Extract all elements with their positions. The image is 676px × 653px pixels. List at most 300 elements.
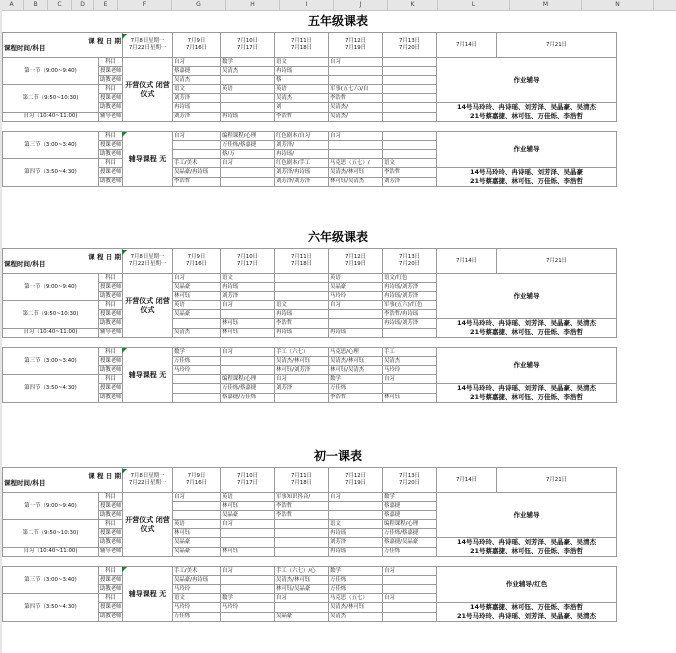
schedule-cell[interactable] [173,511,221,520]
schedule-cell[interactable]: 万佳烁 [173,612,221,622]
schedule-cell[interactable]: 吴清杰/林可钰 [329,168,383,178]
schedule-cell[interactable]: 万佳烁 [329,585,383,594]
period-label[interactable]: 第一节（9:00~9:40) [3,58,99,85]
homework-label[interactable]: 作业辅导 [437,132,617,168]
schedule-cell[interactable]: 马玲玲 [173,366,221,375]
schedule-cell[interactable]: 刘芳泽 [221,292,275,301]
role-label[interactable]: 辅导老师 [99,328,123,338]
schedule-cell[interactable] [383,612,437,622]
schedule-cell[interactable]: 吴清杰/ [329,112,383,122]
role-label[interactable]: 授课老师 [100,283,122,290]
period-label[interactable]: 第四节（3:50~4:30) [3,159,99,187]
schedule-cell[interactable]: 林可钰 [221,328,275,338]
schedule-cell[interactable]: 语文 [173,594,221,603]
schedule-cell[interactable]: 李浩哲 [383,168,437,178]
schedule-cell[interactable]: 刘芳泽 [173,112,221,122]
schedule-cell[interactable]: 刘芳泽/冉诗瑶 [275,168,329,178]
schedule-cell[interactable]: 蔡 [275,76,329,85]
homework-roster[interactable] [437,538,617,557]
schedule-cell[interactable]: 刘 [275,103,329,113]
schedule-cell[interactable] [221,538,275,548]
homework-roster[interactable] [437,103,617,122]
column-letter[interactable]: G [172,0,226,10]
schedule-cell[interactable] [221,103,275,113]
schedule-cell[interactable]: 刘芳泽/ [275,141,329,150]
schedule-cell[interactable]: 数学 [173,348,221,357]
schedule-cell[interactable] [275,292,329,301]
schedule-cell[interactable] [329,76,383,85]
schedule-cell[interactable]: 冉诗瑶/ [275,150,329,159]
corner-header[interactable] [3,249,123,274]
role-label[interactable]: 助教老师 [99,393,123,403]
ceremony-cell[interactable]: 开营仪式 闭营仪式 [123,58,173,122]
schedule-cell[interactable] [275,520,329,529]
schedule-cell[interactable]: 吴清杰/ [329,103,383,113]
schedule-cell[interactable]: 军事(五七六)/自 [329,85,383,94]
schedule-cell[interactable]: 蔡嘉捷 [383,511,437,520]
schedule-cell[interactable] [383,103,437,113]
schedule-cell[interactable]: 自习 [221,159,275,168]
role-label[interactable]: 助教老师 [99,612,123,622]
schedule-cell[interactable]: 万佳烁 [383,547,437,557]
schedule-cell[interactable] [173,502,221,511]
schedule-cell[interactable]: 自习 [383,375,437,384]
schedule-cell[interactable] [173,150,221,159]
date-header[interactable] [329,33,383,58]
role-label[interactable]: 助教老师 [100,366,122,373]
schedule-cell[interactable]: 吴清杰 [329,612,383,622]
schedule-cell[interactable]: 吴晶豪 [221,511,275,520]
schedule-cell[interactable]: 自习 [221,348,275,357]
schedule-cell[interactable] [329,511,383,520]
schedule-cell[interactable]: 林可钰/吴清杰 [329,177,383,187]
period-label[interactable]: 第四节（3:50~4:30) [3,375,99,403]
schedule-cell[interactable]: 蔡嘉捷 [173,67,221,76]
column-letter[interactable]: B [24,0,48,10]
schedule-cell[interactable]: 林可钰 [221,502,275,511]
date-header-21[interactable]: 7月21日 [497,249,617,274]
date-header-21[interactable]: 7月21日 [497,33,617,58]
schedule-cell[interactable] [329,141,383,150]
schedule-cell[interactable]: 自习 [383,567,437,576]
schedule-cell[interactable]: 吴晶豪 [275,612,329,622]
schedule-cell[interactable]: 李浩哲 [329,393,383,403]
schedule-cell[interactable]: 李浩哲 [275,319,329,329]
schedule-cell[interactable] [383,67,437,76]
column-letter[interactable]: J [334,0,388,10]
schedule-cell[interactable]: 自习 [173,274,221,283]
schedule-cell[interactable]: 手工（六七） [275,348,329,357]
schedule-cell[interactable]: 吴清杰/林可钰 [329,357,383,366]
schedule-cell[interactable]: 蔡嘉捷/万佳烁 [221,393,275,403]
column-letter[interactable]: L [438,0,510,10]
schedule-cell[interactable]: 吴清杰 [173,76,221,85]
schedule-cell[interactable] [383,76,437,85]
schedule-cell[interactable]: 英语 [173,301,221,310]
schedule-cell[interactable]: 蔡嘉捷/吴晶豪 [383,538,437,548]
homework-label[interactable]: 作业辅导 [437,348,617,384]
schedule-cell[interactable] [275,529,329,538]
schedule-cell[interactable]: 冉诗瑶/刘芳泽 [383,319,437,329]
period-label[interactable]: 自习（10:40~11:00) [3,328,99,338]
schedule-cell[interactable] [275,538,329,548]
schedule-cell[interactable]: 马克思/心理 [329,348,383,357]
schedule-cell[interactable]: 吴清杰/林可钰 [275,576,329,585]
schedule-cell[interactable] [221,310,275,319]
homework-roster[interactable] [437,168,617,187]
schedule-cell[interactable]: 自习 [329,132,383,141]
section-title[interactable]: 六年级课表 [307,230,368,244]
date-header-14[interactable]: 7月14日 [437,33,497,58]
schedule-cell[interactable]: 编程课程/心理 [383,520,437,529]
period-label[interactable]: 第二节（9:50~10:30) [3,301,99,329]
schedule-cell[interactable]: 万佳烁 [329,384,383,394]
schedule-cell[interactable]: 自习 [275,375,329,384]
corner-header[interactable] [3,33,123,58]
period-label[interactable]: 第二节（9:50~10:30) [3,85,99,113]
schedule-cell[interactable]: 李浩哲/冉诗瑶 [383,310,437,319]
role-label[interactable]: 科目 [99,274,123,283]
schedule-cell[interactable]: 马玲玲 [221,603,275,613]
period-label[interactable]: 自习（10:40~11:00) [3,547,99,557]
schedule-cell[interactable]: 英语 [329,274,383,283]
schedule-cell[interactable]: 冉诗瑶 [275,328,329,338]
role-label[interactable]: 助教老师 [99,319,123,329]
schedule-cell[interactable]: 语文 [275,301,329,310]
schedule-cell[interactable]: 林可钰/刘芳泽 [275,366,329,375]
tutoring-cell[interactable]: 辅导课程 无 [123,348,173,403]
schedule-cell[interactable]: 冉诗瑶 [329,547,383,557]
schedule-cell[interactable]: 马玲玲 [329,292,383,301]
schedule-cell[interactable] [383,603,437,613]
schedule-cell[interactable] [221,177,275,187]
schedule-cell[interactable]: 李浩哲 [329,94,383,103]
date-header[interactable] [383,249,437,274]
schedule-cell[interactable]: 林可钰/吴晶豪 [275,585,329,594]
schedule-cell[interactable]: 吴晶豪 [329,283,383,292]
schedule-cell[interactable] [221,576,275,585]
role-label[interactable]: 科目 [99,348,123,357]
schedule-cell[interactable] [383,58,437,67]
schedule-cell[interactable] [275,393,329,403]
schedule-cell[interactable]: 吴晶豪 [173,283,221,292]
schedule-cell[interactable]: 吴清杰 [173,328,221,338]
role-label[interactable]: 授课老师 [99,384,123,394]
schedule-cell[interactable] [383,576,437,585]
schedule-cell[interactable]: 林可钰 [173,529,221,538]
schedule-cell[interactable]: 红色剧本/自习 [275,132,329,141]
column-letter[interactable]: C [48,0,72,10]
date-header[interactable] [173,249,221,274]
schedule-cell[interactable]: 冉诗瑶 [173,103,221,113]
schedule-cell[interactable]: 自习 [329,493,383,502]
schedule-cell[interactable]: 林可钰 [221,547,275,557]
date-header[interactable] [221,33,275,58]
date-header[interactable] [383,468,437,493]
schedule-cell[interactable] [173,384,221,394]
date-header[interactable] [329,468,383,493]
schedule-cell[interactable]: 李浩哲 [173,177,221,187]
schedule-cell[interactable]: 自习 [173,132,221,141]
schedule-cell[interactable]: 语文 [275,58,329,67]
schedule-cell[interactable] [221,76,275,85]
column-letter[interactable]: A [0,0,24,10]
date-header[interactable] [221,468,275,493]
schedule-cell[interactable]: 自习 [383,594,437,603]
schedule-cell[interactable] [329,67,383,76]
period-label[interactable]: 自习（10:40~11:00) [3,112,99,122]
schedule-cell[interactable]: 英语 [173,520,221,529]
role-label[interactable]: 科目 [99,132,123,141]
schedule-cell[interactable]: 马玲玲 [173,585,221,594]
column-letter[interactable]: F [118,0,172,10]
schedule-cell[interactable]: 冉诗瑶/刘芳泽 [383,283,437,292]
schedule-cell[interactable]: 冉诗瑶 [329,328,383,338]
schedule-cell[interactable]: 吴晶豪/冉诗瑶 [173,168,221,178]
schedule-cell[interactable]: 语文 [383,159,437,168]
schedule-cell[interactable]: 编程课程/心理 [221,375,275,384]
schedule-cell[interactable]: 红色剧本/手工 [275,159,329,168]
role-label[interactable]: 科目 [99,594,123,603]
schedule-cell[interactable]: 李浩哲 [275,112,329,122]
tutoring-cell[interactable]: 辅导课程 无 [123,132,173,187]
ceremony-cell[interactable]: 开营仪式 闭营仪式 [123,274,173,338]
role-label[interactable]: 科目 [99,301,123,310]
schedule-cell[interactable]: 林可钰 [173,292,221,301]
schedule-cell[interactable]: 手工 [383,348,437,357]
schedule-cell[interactable] [173,141,221,150]
schedule-cell[interactable]: 冉诗瑶 [329,529,383,538]
schedule-cell[interactable] [221,168,275,178]
date-header[interactable] [173,33,221,58]
schedule-cell[interactable]: 吴清杰 [221,67,275,76]
schedule-cell[interactable]: 手工/美术 [173,159,221,168]
period-label[interactable]: 第三节（3:00~3:40) [3,132,99,159]
schedule-cell[interactable] [221,612,275,622]
role-label[interactable]: 助教老师 [99,177,123,187]
column-letter[interactable]: H [226,0,280,10]
schedule-cell[interactable]: 自习 [173,493,221,502]
schedule-cell[interactable]: 英语 [275,85,329,94]
date-header[interactable] [383,33,437,58]
homework-roster[interactable] [437,384,617,403]
schedule-cell[interactable]: 语文 [173,85,221,94]
role-label[interactable]: 辅导老师 [99,112,123,122]
role-label[interactable]: 助教老师 [100,585,122,592]
schedule-cell[interactable]: 刘芳泽 [275,384,329,394]
schedule-cell[interactable]: 吴清杰/林可钰 [275,357,329,366]
role-label[interactable]: 助教老师 [100,292,122,299]
schedule-cell[interactable]: 数学 [221,594,275,603]
period-label[interactable]: 第三节（3:00~3:40) [3,348,99,375]
homework-roster[interactable] [437,319,617,338]
date-range-header[interactable] [123,33,173,58]
schedule-cell[interactable] [221,529,275,538]
column-letter[interactable]: D [72,0,94,10]
role-label[interactable]: 辅导老师 [99,547,123,557]
schedule-cell[interactable]: 林可钰 [221,319,275,329]
column-letter[interactable]: E [94,0,118,10]
schedule-cell[interactable]: 冉诗瑶 [221,283,275,292]
schedule-cell[interactable] [221,366,275,375]
period-label[interactable]: 第二节（9:50~10:30) [3,520,99,548]
schedule-cell[interactable]: 自习 [221,567,275,576]
column-letter[interactable]: I [280,0,334,10]
schedule-cell[interactable]: 马玲玲 [383,366,437,375]
homework-label[interactable]: 作业辅导/红色 [437,567,617,603]
schedule-cell[interactable]: 手工（六七）/心 [275,567,329,576]
homework-roster[interactable] [437,603,617,622]
schedule-cell[interactable]: 自习 [329,301,383,310]
homework-label[interactable]: 作业辅导 [437,493,617,538]
schedule-cell[interactable]: 吴晶豪 [173,538,221,548]
schedule-cell[interactable]: 英语 [221,493,275,502]
schedule-cell[interactable]: 冉诗瑶 [275,67,329,76]
schedule-cell[interactable]: 自习 [275,594,329,603]
role-label[interactable]: 科目 [99,85,123,94]
role-label[interactable]: 科目 [99,375,123,384]
schedule-cell[interactable]: 自习 [173,58,221,67]
role-label[interactable]: 科目 [99,493,123,502]
schedule-cell[interactable] [329,319,383,329]
role-label[interactable]: 授课老师 [100,502,122,509]
schedule-cell[interactable] [383,141,437,150]
schedule-cell[interactable]: 军事(五六)/红色 [383,301,437,310]
schedule-cell[interactable] [329,502,383,511]
date-header-14[interactable]: 7月14日 [437,468,497,493]
column-letter[interactable]: K [388,0,438,10]
schedule-cell[interactable] [383,85,437,94]
schedule-cell[interactable]: 英语 [221,85,275,94]
date-header-21[interactable]: 7月21日 [497,468,617,493]
schedule-cell[interactable]: 吴清杰/林可钰 [329,603,383,613]
role-label[interactable]: 助教老师 [99,103,123,113]
role-label[interactable]: 科目 [99,567,123,576]
schedule-cell[interactable]: 语文 [329,520,383,529]
schedule-cell[interactable]: 刘芳泽/刘芳泽 [275,177,329,187]
role-label[interactable]: 助教老师 [100,76,122,83]
schedule-cell[interactable]: 马克思（五七）/ [329,159,383,168]
schedule-cell[interactable]: 编程课程/心理 [221,132,275,141]
schedule-cell[interactable]: 马玲玲 [173,603,221,613]
schedule-cell[interactable]: 吴晶豪 [173,310,221,319]
homework-label[interactable]: 作业辅导 [437,58,617,103]
schedule-cell[interactable] [329,150,383,159]
schedule-cell[interactable] [221,94,275,103]
schedule-cell[interactable] [275,283,329,292]
role-label[interactable]: 助教老师 [100,150,122,157]
period-label[interactable]: 第一节（9:00~9:40) [3,274,99,301]
date-range-header[interactable] [123,468,173,493]
schedule-cell[interactable]: 李浩哲 [275,511,329,520]
schedule-cell[interactable] [221,585,275,594]
schedule-cell[interactable]: 马克思（五七） [329,594,383,603]
column-letter[interactable]: M [510,0,582,10]
date-header-14[interactable]: 7月14日 [437,249,497,274]
schedule-cell[interactable]: 李浩哲 [275,502,329,511]
schedule-cell[interactable]: 蔡嘉捷 [383,502,437,511]
role-label[interactable]: 助教老师 [99,538,123,548]
schedule-cell[interactable] [383,94,437,103]
period-label[interactable]: 第三节（3:00~3:40) [3,567,99,594]
role-label[interactable]: 助教老师 [100,511,122,518]
schedule-cell[interactable] [221,357,275,366]
schedule-cell[interactable]: 吴清杰 [275,94,329,103]
role-label[interactable]: 授课老师 [99,168,123,178]
ceremony-cell[interactable]: 开营仪式 闭营仪式 [123,493,173,557]
schedule-cell[interactable] [383,132,437,141]
date-header[interactable] [221,249,275,274]
schedule-cell[interactable] [173,319,221,329]
schedule-cell[interactable] [275,547,329,557]
schedule-cell[interactable]: 吴清杰 [383,357,437,366]
schedule-cell[interactable]: 数学 [329,375,383,384]
schedule-cell[interactable]: 林可钰 [383,393,437,403]
schedule-cell[interactable]: 刘芳泽 [383,177,437,187]
schedule-cell[interactable]: 刘芳泽 [173,94,221,103]
date-header[interactable] [275,249,329,274]
homework-label[interactable]: 作业辅导 [437,274,617,319]
schedule-cell[interactable] [173,393,221,403]
schedule-cell[interactable] [275,603,329,613]
schedule-cell[interactable] [329,310,383,319]
schedule-cell[interactable]: 万佳烁 [329,576,383,585]
schedule-cell[interactable]: 数学 [383,493,437,502]
role-label[interactable]: 授课老师 [100,67,122,74]
tutoring-cell[interactable]: 辅导课程 无 [123,567,173,622]
schedule-cell[interactable]: 自习 [221,301,275,310]
schedule-cell[interactable]: 自习 [329,58,383,67]
role-label[interactable]: 授课老师 [100,576,122,583]
schedule-cell[interactable]: 军事知识抖音/ [275,493,329,502]
role-label[interactable]: 科目 [99,520,123,529]
role-label[interactable]: 科目 [99,58,123,67]
date-header[interactable] [275,33,329,58]
role-label[interactable]: 授课老师 [100,357,122,364]
schedule-cell[interactable]: 吴晶豪/冉诗瑶 [173,576,221,585]
period-label[interactable]: 第一节（9:00~9:40) [3,493,99,520]
schedule-cell[interactable]: 语文/红色 [383,274,437,283]
schedule-cell[interactable] [383,384,437,394]
schedule-cell[interactable]: 数学 [329,567,383,576]
schedule-cell[interactable]: 数学 [221,58,275,67]
role-label[interactable]: 授课老师 [100,310,122,317]
schedule-cell[interactable]: 手工/美术 [173,567,221,576]
corner-header[interactable] [3,468,123,493]
date-header[interactable] [329,249,383,274]
schedule-cell[interactable]: 吴晶豪 [173,547,221,557]
column-letter[interactable]: N [582,0,654,10]
schedule-cell[interactable]: 冉诗瑶 [275,310,329,319]
schedule-cell[interactable] [173,375,221,384]
role-label[interactable]: 授课老师 [100,529,122,536]
section-title[interactable]: 五年级课表 [307,14,368,28]
schedule-cell[interactable]: 语文 [221,274,275,283]
role-label[interactable]: 授课老师 [100,94,122,101]
date-range-header[interactable] [123,249,173,274]
role-label[interactable]: 科目 [99,159,123,168]
date-header[interactable] [275,468,329,493]
role-label[interactable]: 授课老师 [99,603,123,613]
schedule-cell[interactable] [383,112,437,122]
schedule-cell[interactable] [383,150,437,159]
schedule-cell[interactable]: 万佳烁 [173,357,221,366]
schedule-cell[interactable] [383,328,437,338]
schedule-cell[interactable]: 蔡/万 [221,150,275,159]
role-label[interactable]: 授课老师 [100,141,122,148]
schedule-cell[interactable]: 自习 [221,520,275,529]
schedule-cell[interactable] [383,585,437,594]
